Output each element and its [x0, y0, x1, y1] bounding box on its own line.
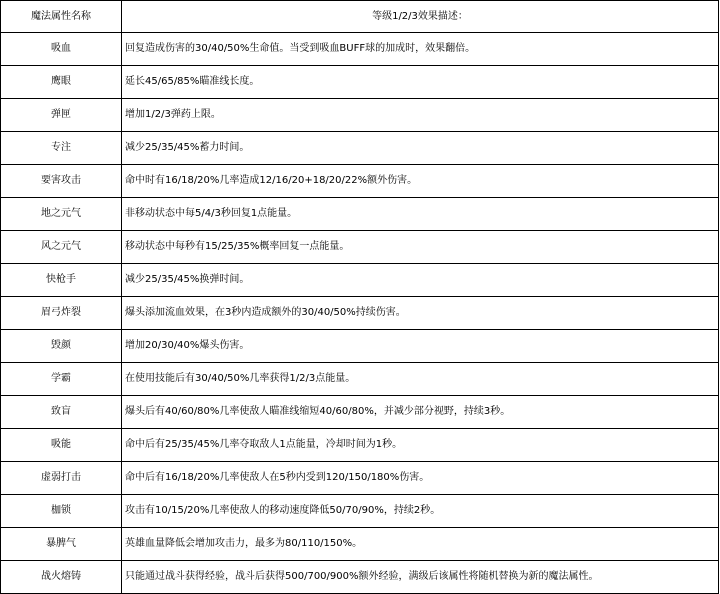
attribute-name-cell: 吸能 [1, 429, 122, 462]
attribute-name-cell: 学霸 [1, 363, 122, 396]
attribute-description-cell: 命中后有25/35/45%几率夺取敌人1点能量，冷却时间为1秒。 [122, 429, 719, 462]
attribute-description-cell: 增加1/2/3弹药上限。 [122, 99, 719, 132]
attribute-name-cell: 战火熔铸 [1, 561, 122, 594]
attribute-description-cell: 英雄血量降低会增加攻击力，最多为80/110/150%。 [122, 528, 719, 561]
table-row [1, 198, 719, 231]
attribute-name-cell: 虚弱打击 [1, 462, 122, 495]
attribute-description-cell: 只能通过战斗获得经验，战斗后获得500/700/900%额外经验，满级后该属性将随机替换为新的魔法属性。 [122, 561, 719, 594]
attribute-description-cell: 减少25/35/45%换弹时间。 [122, 264, 719, 297]
attribute-description-cell: 回复造成伤害的30/40/50%生命值。当受到吸血BUFF球的加成时，效果翻倍。 [122, 33, 719, 66]
table-row [1, 429, 719, 462]
table-row [1, 132, 719, 165]
table-row [1, 66, 719, 99]
table-row [1, 33, 719, 66]
attribute-name-cell: 弹匣 [1, 99, 122, 132]
table-row [1, 396, 719, 429]
attribute-name-cell: 地之元气 [1, 198, 122, 231]
attribute-name-cell: 毁颜 [1, 330, 122, 363]
column-header-name: 魔法属性名称 [1, 1, 122, 33]
attribute-description-cell: 延长45/65/85%瞄准线长度。 [122, 66, 719, 99]
table-row [1, 330, 719, 363]
table-row [1, 462, 719, 495]
table-row [1, 297, 719, 330]
column-header-description: 等级1/2/3效果描述： [122, 1, 719, 33]
table-row [1, 561, 719, 594]
attribute-description-cell: 增加20/30/40%爆头伤害。 [122, 330, 719, 363]
attribute-name-cell: 枷锁 [1, 495, 122, 528]
attribute-name-cell: 眉弓炸裂 [1, 297, 122, 330]
attribute-description-cell: 减少25/35/45%蓄力时间。 [122, 132, 719, 165]
table-row [1, 528, 719, 561]
table-row [1, 495, 719, 528]
attribute-name-cell: 风之元气 [1, 231, 122, 264]
attribute-name-cell: 鹰眼 [1, 66, 122, 99]
attribute-description-cell: 在使用技能后有30/40/50%几率获得1/2/3点能量。 [122, 363, 719, 396]
attribute-name-cell: 暴脾气 [1, 528, 122, 561]
attribute-description-cell: 移动状态中每秒有15/25/35%概率回复一点能量。 [122, 231, 719, 264]
attribute-description-cell: 非移动状态中每5/4/3秒回复1点能量。 [122, 198, 719, 231]
attribute-description-cell: 命中时有16/18/20%几率造成12/16/20+18/20/22%额外伤害。 [122, 165, 719, 198]
attribute-name-cell: 要害攻击 [1, 165, 122, 198]
table-row [1, 99, 719, 132]
attribute-name-cell: 吸血 [1, 33, 122, 66]
table-row [1, 231, 719, 264]
attribute-description-cell: 爆头后有40/60/80%几率使敌人瞄准线缩短40/60/80%，并减少部分视野，持续3秒。 [122, 396, 719, 429]
attribute-description-cell: 命中后有16/18/20%几率使敌人在5秒内受到120/150/180%伤害。 [122, 462, 719, 495]
table-row [1, 363, 719, 396]
attribute-name-cell: 致盲 [1, 396, 122, 429]
attribute-description-cell: 爆头添加流血效果，在3秒内造成额外的30/40/50%持续伤害。 [122, 297, 719, 330]
attribute-name-cell: 快枪手 [1, 264, 122, 297]
table-header-row [1, 1, 719, 33]
attribute-description-cell: 攻击有10/15/20%几率使敌人的移动速度降低50/70/90%，持续2秒。 [122, 495, 719, 528]
table-row [1, 165, 719, 198]
table-row [1, 264, 719, 297]
attribute-name-cell: 专注 [1, 132, 122, 165]
